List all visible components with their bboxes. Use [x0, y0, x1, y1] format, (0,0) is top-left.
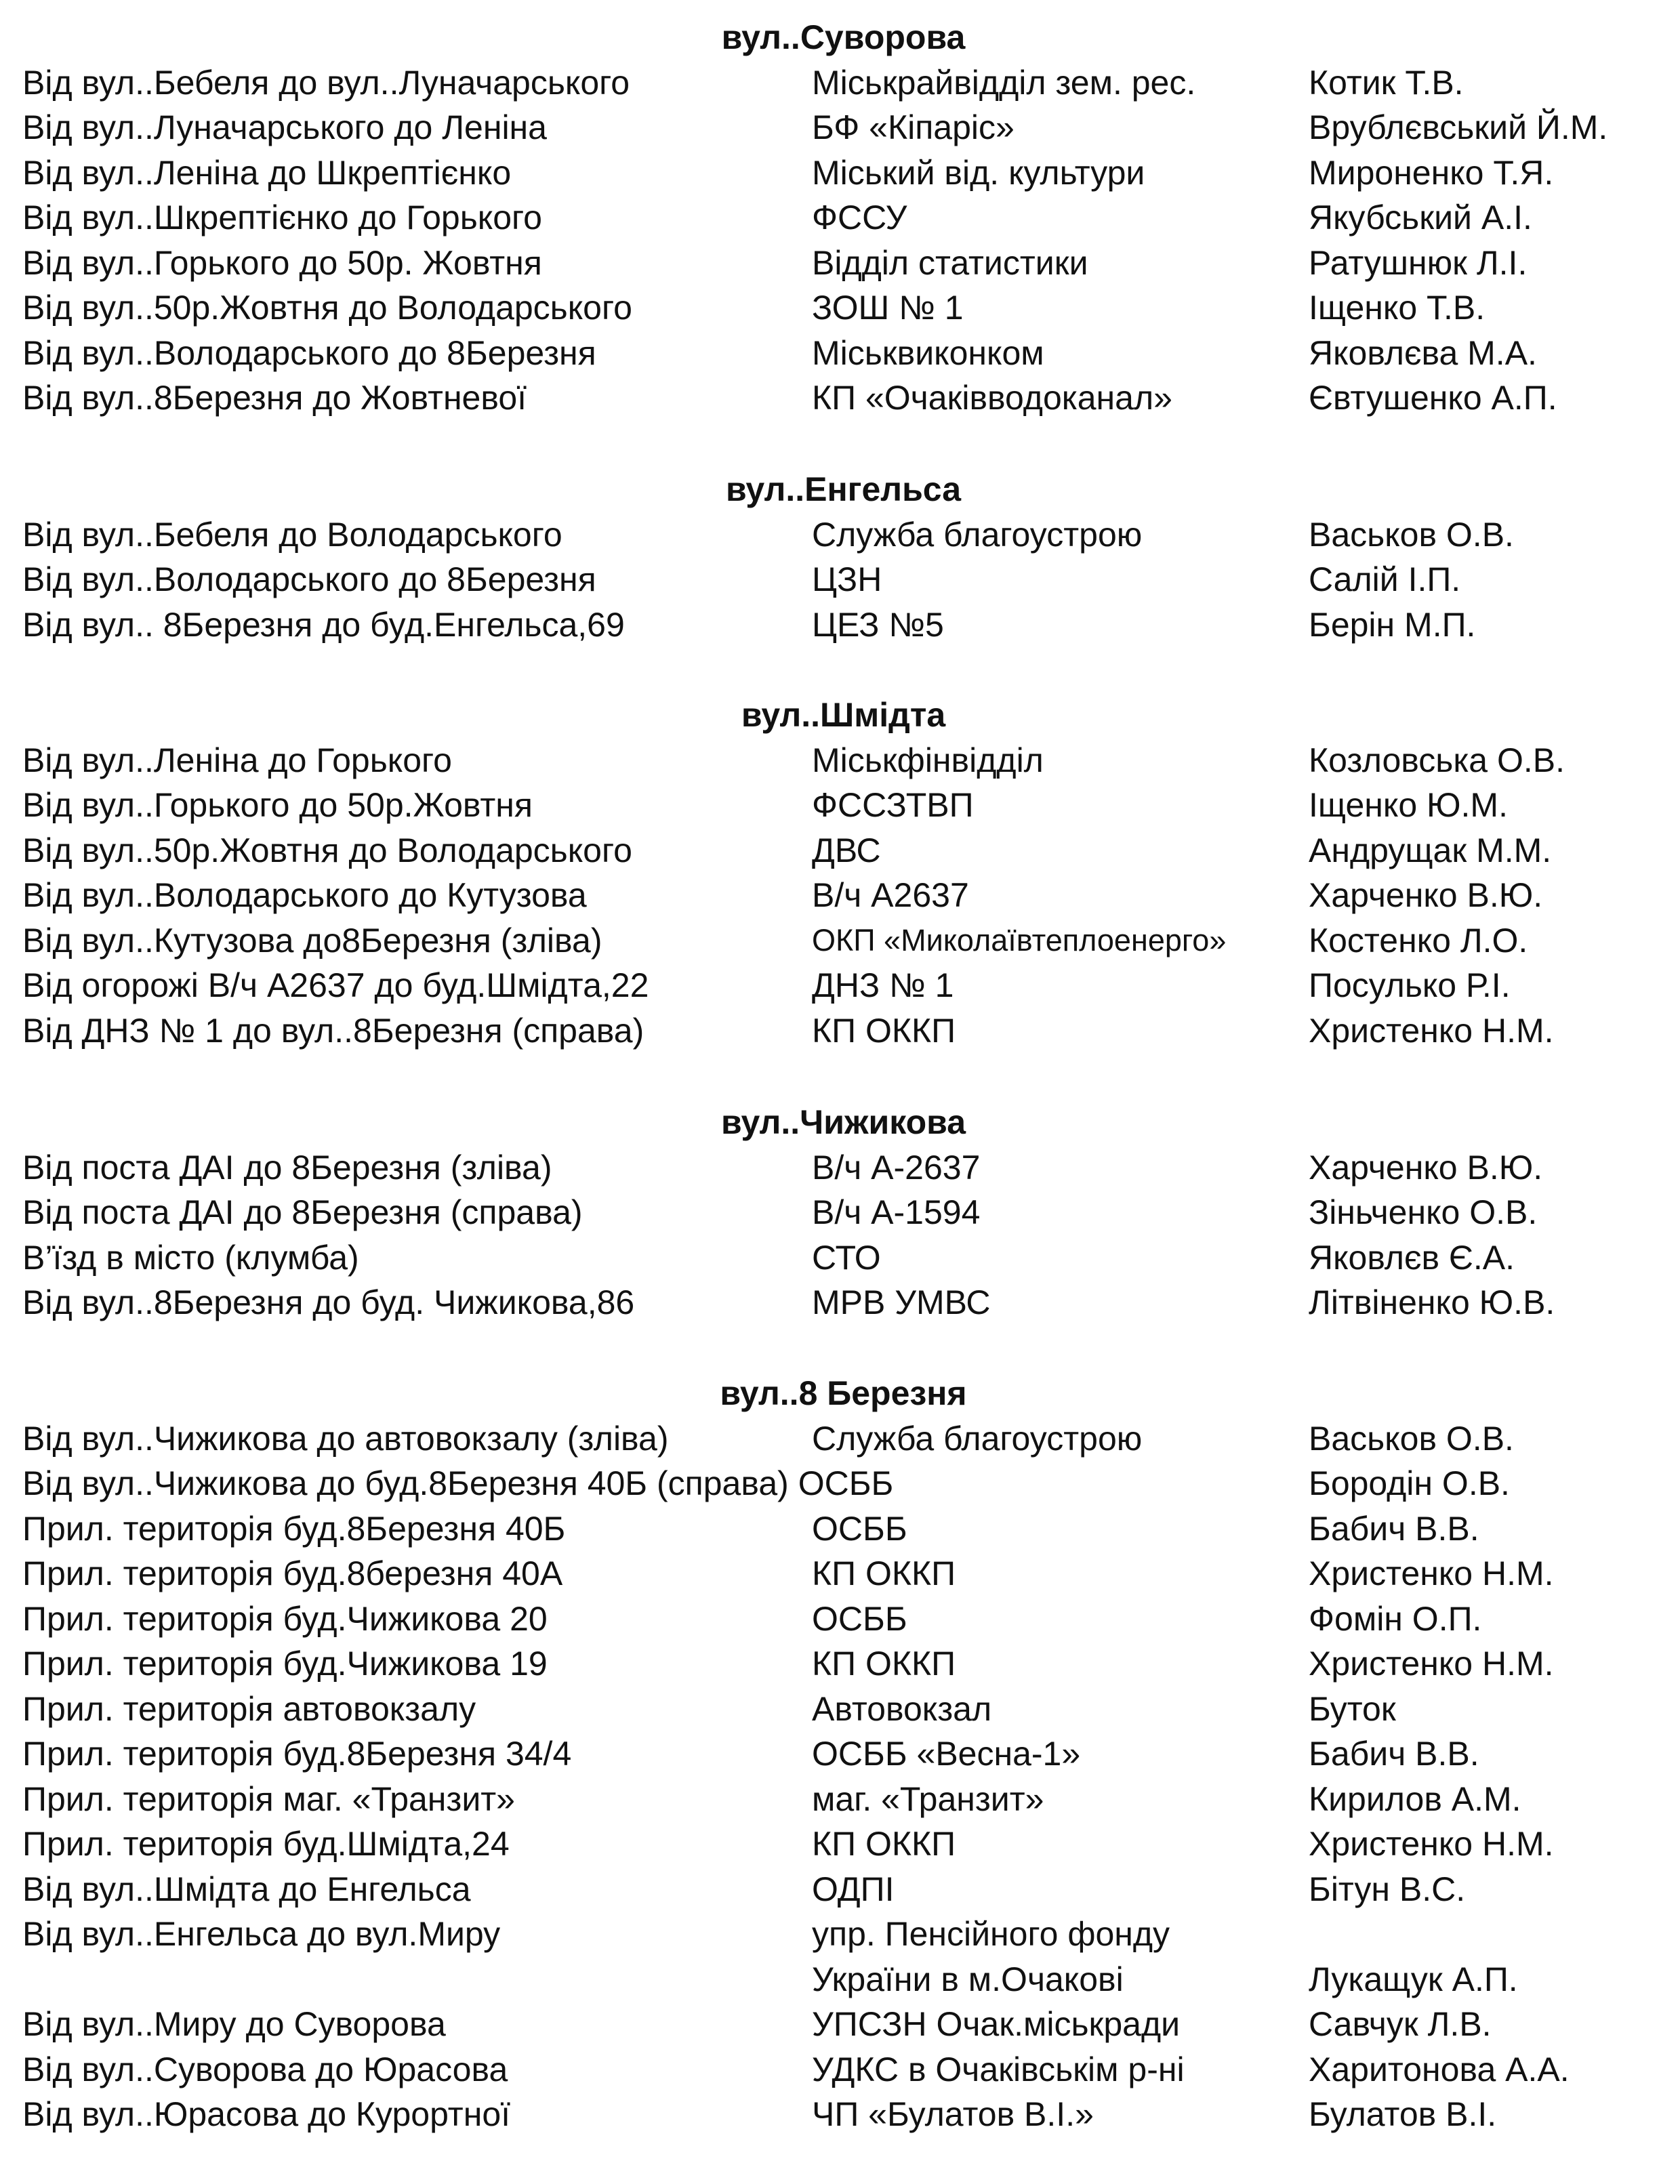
responsible-organization: КП «Очаківводоканал» — [812, 379, 1172, 417]
assignment-row — [0, 1461, 1680, 1506]
responsible-person: Харченко В.Ю. — [1309, 1148, 1543, 1187]
assignment-row — [0, 1821, 1680, 1867]
street-segment: Прил. територія автовокзалу — [22, 1689, 476, 1728]
responsible-organization: ОСББ — [812, 1599, 907, 1638]
street-segment: Від вул..Горького до 50р.Жовтня — [22, 786, 533, 824]
responsible-organization: маг. «Транзит» — [812, 1779, 1044, 1818]
assignment-row — [0, 1008, 1680, 1054]
responsible-person: Козловська О.В. — [1309, 741, 1565, 779]
assignment-row — [0, 1551, 1680, 1596]
responsible-person: Христенко Н.М. — [1309, 1825, 1554, 1863]
street-segment: Прил. територія буд.Чижикова 19 — [22, 1645, 548, 1683]
assignment-row — [0, 2092, 1680, 2137]
responsible-organization: ЦЕЗ №5 — [812, 605, 944, 644]
street-segment: Від вул..50р.Жовтня до Володарського — [22, 831, 632, 869]
assignment-row — [0, 1506, 1680, 1552]
assignment-row — [0, 828, 1680, 873]
street-segment: Від вул..Володарського до 8Березня — [22, 333, 596, 372]
street-section — [0, 1371, 1680, 2137]
responsible-organization: Служба благоустрою — [812, 1419, 1143, 1458]
responsible-organization: Служба благоустрою — [812, 515, 1143, 554]
street-segment: Від вул..Леніна до Горького — [22, 741, 452, 779]
responsible-person: Мироненко Т.Я. — [1309, 153, 1554, 192]
responsible-organization: В/ч А-1594 — [812, 1193, 981, 1231]
assignment-row — [0, 1280, 1680, 1325]
street-segment: Від вул..Кутузова до8Березня (зліва) — [22, 921, 602, 960]
responsible-organization: Міський від. культури — [812, 153, 1145, 192]
responsible-organization: МРВ УМВС — [812, 1283, 991, 1321]
assignment-row — [0, 195, 1680, 241]
street-segment: Від вул..Юрасова до Курортної — [22, 2095, 511, 2133]
responsible-organization: В/ч А-2637 — [812, 1148, 981, 1187]
assignment-row — [0, 1416, 1680, 1462]
street-segment: Від вул..Шмідта до Енгельса — [22, 1870, 471, 1908]
street-segment: Від огорожі В/ч А2637 до буд.Шмідта,22 — [22, 966, 649, 1004]
street-section — [0, 1100, 1680, 1325]
responsible-person: Бабич В.В. — [1309, 1735, 1479, 1773]
responsible-organization: ДНЗ № 1 — [812, 966, 954, 1004]
assignment-row — [0, 285, 1680, 331]
street-segment: Прил. територія маг. «Транзит» — [22, 1779, 515, 1818]
assignment-row — [0, 1145, 1680, 1191]
street-segment: Від вул..Горького до 50р. Жовтня — [22, 243, 542, 282]
responsible-organization: ОСББ «Весна-1» — [812, 1735, 1081, 1773]
assignment-row — [0, 783, 1680, 828]
responsible-organization: України в м.Очакові — [812, 1960, 1124, 1998]
responsible-person: Лукащук А.П. — [1309, 1960, 1518, 1998]
responsible-person: Савчук Л.В. — [1309, 2005, 1492, 2043]
section-title: вул..Суворова — [721, 18, 966, 56]
responsible-person: Бітун В.С. — [1309, 1870, 1466, 1908]
responsible-person: Літвіненко Ю.В. — [1309, 1283, 1555, 1321]
street-segment: Від вул..Суворова до Юрасова — [22, 2050, 508, 2088]
street-section — [0, 15, 1680, 421]
street-segment: Від вул..Луначарського до Леніна — [22, 108, 547, 146]
responsible-person: Бородін О.В. — [1309, 1464, 1510, 1502]
responsible-person: Харченко В.Ю. — [1309, 876, 1543, 914]
responsible-person: Костенко Л.О. — [1309, 921, 1528, 960]
responsible-person: Буток — [1309, 1689, 1396, 1728]
responsible-person: Христенко Н.М. — [1309, 1645, 1554, 1683]
street-segment: Від вул..Енгельса до вул.Миру — [22, 1915, 501, 1953]
responsible-organization: КП ОККП — [812, 1645, 956, 1683]
street-section — [0, 693, 1680, 1053]
responsible-person: Васьков О.В. — [1309, 515, 1514, 554]
assignment-row — [0, 1687, 1680, 1732]
section-title: вул..Енгельса — [725, 470, 962, 508]
assignment-row — [0, 918, 1680, 964]
assignment-row — [0, 2002, 1680, 2047]
responsible-organization: ФССЗТВП — [812, 786, 974, 824]
responsible-organization: УПСЗН Очак.міськради — [812, 2005, 1181, 2043]
assignment-row — [0, 1867, 1680, 1912]
assignment-row — [0, 1777, 1680, 1822]
street-segment: Від ДНЗ № 1 до вул..8Березня (справа) — [22, 1011, 644, 1050]
section-title: вул..Чижикова — [720, 1103, 966, 1141]
assignment-row — [0, 60, 1680, 106]
responsible-person: Якубський А.І. — [1309, 199, 1532, 236]
responsible-person: Іщенко Ю.М. — [1309, 786, 1508, 824]
responsible-organization: СТО — [812, 1238, 881, 1277]
assignment-row — [0, 873, 1680, 918]
responsible-person: Булатов В.І. — [1309, 2095, 1497, 2133]
street-segment: Від вул..8Березня до буд. Чижикова,86 — [22, 1283, 635, 1321]
responsible-person: Кирилов А.М. — [1309, 1779, 1521, 1818]
assignment-row — [0, 738, 1680, 783]
assignment-row — [0, 1641, 1680, 1687]
responsible-person: Врублєвський Й.М. — [1309, 108, 1608, 146]
responsible-organization: КП ОККП — [812, 1011, 956, 1050]
section-title: вул..Шмідта — [741, 696, 946, 734]
responsible-organization: ОСББ — [812, 1509, 907, 1548]
responsible-person: Посулько Р.І. — [1309, 966, 1511, 1004]
assignment-row — [0, 150, 1680, 196]
street-section — [0, 467, 1680, 647]
responsible-person: Берін М.П. — [1309, 605, 1476, 644]
street-segment: Від вул..8Березня до Жовтневої — [22, 379, 527, 417]
assignment-row — [0, 1235, 1680, 1281]
street-segment: Від вул..Чижикова до буд.8Березня 40Б (справа) ОСББ — [22, 1464, 894, 1502]
street-segment: Від вул..50р.Жовтня до Володарського — [22, 289, 632, 327]
assignment-row — [0, 512, 1680, 558]
street-segment: В’їзд в місто (клумба) — [22, 1238, 359, 1277]
street-segment: Від вул..Миру до Суворова — [22, 2005, 446, 2043]
responsible-person: Христенко Н.М. — [1309, 1554, 1554, 1592]
responsible-person: Андрущак М.М. — [1309, 831, 1552, 869]
responsible-person: Ратушнюк Л.І. — [1309, 243, 1528, 282]
street-segment: Від вул..Бебеля до вул..Луначарського — [22, 63, 630, 102]
responsible-organization: В/ч А2637 — [812, 876, 969, 914]
responsible-person: Харитонова А.А. — [1309, 2050, 1570, 2088]
responsible-organization: ФССУ — [812, 199, 907, 236]
responsible-organization: ЦЗН — [812, 560, 882, 598]
responsible-organization: Міськрайвідділ зем. рес. — [812, 63, 1196, 102]
assignment-row — [0, 375, 1680, 421]
responsible-person: Зіньченко О.В. — [1309, 1193, 1538, 1231]
responsible-person: Бабич В.В. — [1309, 1509, 1479, 1548]
responsible-organization: ОКП «Миколаївтеплоенерго» — [812, 922, 1227, 957]
assignment-row — [0, 241, 1680, 286]
street-segment: Від поста ДАІ до 8Березня (справа) — [22, 1193, 583, 1231]
responsible-organization: ДВС — [812, 831, 881, 869]
responsible-organization: КП ОККП — [812, 1825, 956, 1863]
street-segment: Від вул..Володарського до Кутузова — [22, 876, 587, 914]
responsible-person: Васьков О.В. — [1309, 1419, 1514, 1458]
assignment-row — [0, 557, 1680, 602]
street-segment: Від вул..Леніна до Шкрептієнко — [22, 153, 512, 192]
responsible-organization: Міськфінвідділ — [812, 741, 1044, 779]
responsible-person: Фомін О.П. — [1309, 1599, 1482, 1638]
street-segment: Прил. територія буд.8Березня 34/4 — [22, 1735, 572, 1773]
assignment-row — [0, 602, 1680, 648]
responsible-organization: Відділ статистики — [812, 243, 1088, 282]
street-segment: Від вул..Володарського до 8Березня — [22, 560, 596, 598]
responsible-organization: Автовокзал — [812, 1689, 992, 1728]
street-segment: Від вул..Чижикова до автовокзалу (зліва) — [22, 1419, 669, 1458]
street-segment: Від вул..Бебеля до Володарського — [22, 515, 562, 554]
street-segment: Від поста ДАІ до 8Березня (зліва) — [22, 1148, 552, 1187]
responsible-organization: БФ «Кіпаріс» — [812, 108, 1015, 146]
street-segment: Прил. територія буд.8березня 40А — [22, 1554, 563, 1592]
responsible-person: Христенко Н.М. — [1309, 1011, 1554, 1050]
responsible-organization: ЧП «Булатов В.І.» — [812, 2095, 1094, 2133]
responsible-person: Котик Т.В. — [1309, 63, 1464, 102]
responsible-person: Салій І.П. — [1309, 560, 1461, 598]
street-segment: Прил. територія буд.8Березня 40Б — [22, 1509, 566, 1548]
responsible-person: Яковлєва М.А. — [1309, 333, 1537, 372]
street-segment: Від вул.. 8Березня до буд.Енгельса,69 — [22, 605, 625, 644]
assignment-row — [0, 331, 1680, 376]
assignment-row — [0, 1596, 1680, 1642]
responsible-organization: УДКС в Очаківськім р-ні — [812, 2050, 1185, 2088]
section-title: вул..8 Березня — [720, 1374, 967, 1412]
assignment-row — [0, 105, 1680, 150]
responsible-person: Іщенко Т.В. — [1309, 289, 1486, 327]
street-segment: Прил. територія буд.Чижикова 20 — [22, 1599, 548, 1638]
assignment-row — [0, 963, 1680, 1008]
responsible-organization: ОДПІ — [812, 1870, 895, 1908]
responsible-organization: КП ОККП — [812, 1554, 956, 1592]
street-segment: Від вул..Шкрептієнко до Горького — [22, 199, 542, 236]
responsible-organization: Міськвиконком — [812, 333, 1044, 372]
assignment-row — [0, 1912, 1680, 1957]
responsible-person: Євтушенко А.П. — [1309, 379, 1557, 417]
street-segment: Прил. територія буд.Шмідта,24 — [22, 1825, 510, 1863]
assignment-row — [0, 1190, 1680, 1235]
responsible-person: Яковлєв Є.А. — [1309, 1238, 1515, 1277]
responsible-organization: упр. Пенсійного фонду — [812, 1915, 1170, 1953]
assignment-row — [0, 1957, 1680, 2002]
assignment-row — [0, 2047, 1680, 2093]
responsible-organization: ЗОШ № 1 — [812, 289, 964, 327]
assignment-row — [0, 1731, 1680, 1777]
